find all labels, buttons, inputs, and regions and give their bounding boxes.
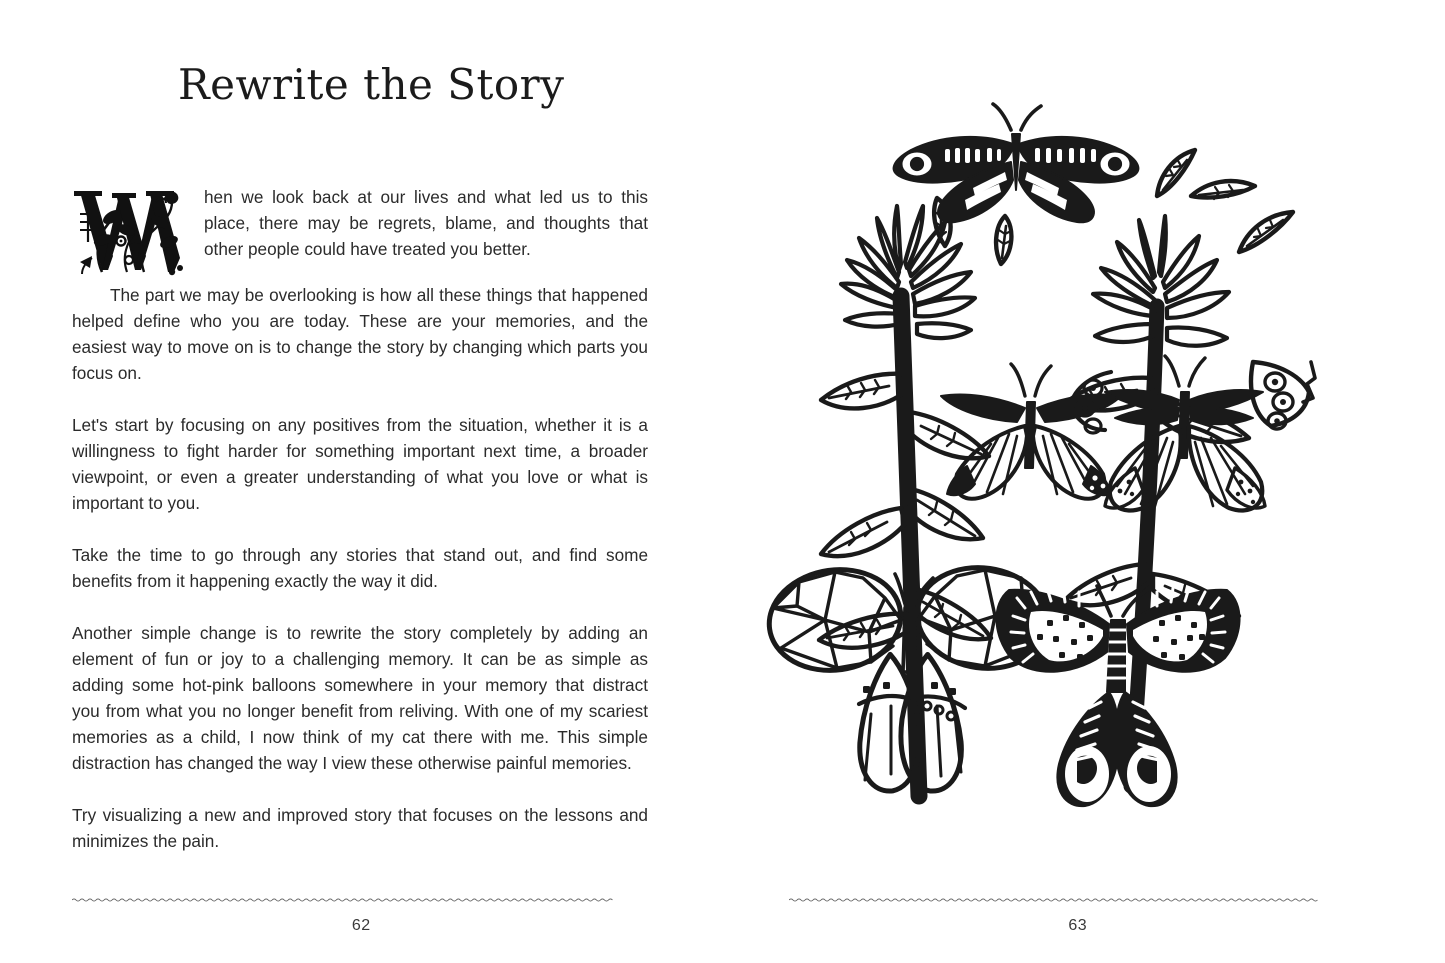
paragraph-3: Let's start by focusing on any positives from the situation, whether it is a willingness to fight harder for something important next time, a broader viewpoint, or even a greater understanding of what you love or what is important to you. (72, 415, 648, 513)
body-text-column (72, 184, 648, 854)
paragraph-4: Take the time to go through any stories that stand out, and find some benefits from it happening exactly the way it did. (72, 545, 648, 591)
left-page-footer (72, 897, 651, 935)
page-title: Rewrite the Story (178, 60, 565, 109)
botanical-butterfly-illustration (759, 96, 1399, 826)
right-page-footer (789, 897, 1368, 935)
moth-top (893, 104, 1138, 222)
floating-leaf-upper-right-a (996, 216, 1011, 264)
page-number-right: 63 (1068, 917, 1088, 934)
page-number-left: 62 (351, 917, 371, 934)
floating-leaf-upper-right-d (1239, 212, 1293, 252)
footer-decorative-rule (72, 897, 651, 903)
floating-leaf-upper-right-c (1191, 181, 1255, 199)
paragraph-2: The part we may be overlooking is how all these things that happened helped define who you are today. These are your memories, and the easiest way to move on is to change the story by changing which parts you focus on. (72, 285, 648, 383)
paragraph-6: Try visualizing a new and improved story that focuses on the lessons and minimizes the pain. (72, 805, 648, 851)
first-paragraph-text: hen we look back at our lives and what led us to this place, there may be regrets, blame, and thoughts that other people could have treated you better. (204, 187, 648, 259)
right-page (723, 0, 1445, 963)
footer-decorative-rule-right (789, 897, 1368, 903)
paragraph-5: Another simple change is to rewrite the story completely by adding an element of fun or joy to a challenging memory. It can be as simple as adding some hot-pink balloons somewhere in your memory that distract you from what you no longer benefit from reliving. With one of my scariest memories as a child, I now think of my cat there with me. This simple distraction has changed the way I view these otherwise painful memories. (72, 623, 648, 773)
butterfly-lower-right-speckled (996, 586, 1239, 806)
first-paragraph (72, 184, 648, 276)
drop-cap-w-icon (72, 184, 190, 276)
floating-leaf-upper-right-b (1157, 150, 1195, 196)
